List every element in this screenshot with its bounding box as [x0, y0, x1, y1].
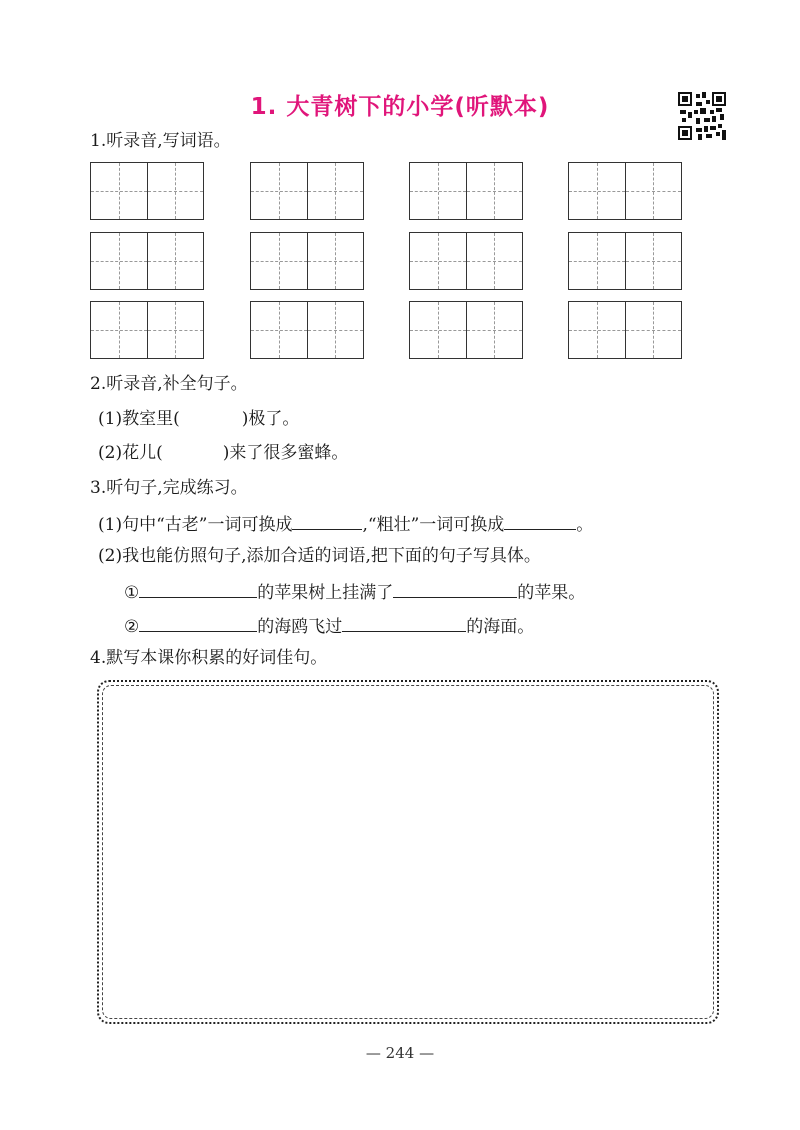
- synonym-prompt-2: ,“粗壮”一词可换成: [362, 515, 505, 535]
- sentence-1-end: )极了。: [241, 409, 300, 429]
- item-2-text-1: 的海鸥飞过: [257, 617, 343, 637]
- word-box[interactable]: [250, 162, 364, 220]
- item-2-blank-2[interactable]: [342, 613, 466, 632]
- word-box[interactable]: [250, 301, 364, 359]
- item-1-text-1: 的苹果树上挂满了: [257, 583, 394, 603]
- word-box[interactable]: [409, 232, 523, 290]
- sentence-2: [98, 442, 348, 464]
- qr-code-icon: [678, 92, 726, 140]
- imitate-instruction: (2)我也能仿照句子,添加合适的词语,把下面的句子写具体。: [98, 546, 541, 566]
- page-number: — 244 —: [365, 1044, 435, 1062]
- synonym-prompt-1: (1)句中“古老”一词可换成: [98, 515, 293, 535]
- writing-box-border: [102, 685, 714, 1019]
- word-box[interactable]: [409, 301, 523, 359]
- word-grid-row-2: [90, 232, 690, 290]
- word-box[interactable]: [568, 162, 682, 220]
- item-2-blank-1[interactable]: [139, 613, 257, 632]
- word-box[interactable]: [568, 301, 682, 359]
- word-box[interactable]: [250, 232, 364, 290]
- writing-box[interactable]: [97, 680, 719, 1024]
- synonym-blank-2[interactable]: [504, 511, 576, 530]
- sentence-1-start: (1)教室里(: [98, 409, 180, 429]
- item-1-blank-2[interactable]: [393, 579, 517, 598]
- imitate-item-2: [124, 613, 534, 638]
- synonym-end: 。: [576, 515, 594, 535]
- word-box[interactable]: [568, 232, 682, 290]
- synonym-blank-1[interactable]: [292, 511, 362, 530]
- sentence-2-start: (2)花儿(: [98, 443, 163, 463]
- imitate-item-1: [124, 579, 585, 604]
- sentence-1: [98, 408, 299, 430]
- item-2-text-2: 的海面。: [466, 617, 535, 637]
- word-grid-row-3: [90, 301, 690, 359]
- item-1-text-2: 的苹果。: [517, 583, 586, 603]
- question-4-label: 4.默写本课你积累的好词佳句。: [90, 648, 328, 668]
- word-grid-row-1: [90, 162, 690, 220]
- word-box[interactable]: [409, 162, 523, 220]
- page-title: 1. 大青树下的小学(听默本): [250, 94, 550, 120]
- question-1-label: 1.听录音,写词语。: [90, 131, 231, 151]
- word-box[interactable]: [90, 232, 204, 290]
- question-3-label: 3.听句子,完成练习。: [90, 478, 248, 498]
- item-1-blank-1[interactable]: [139, 579, 257, 598]
- word-box[interactable]: [90, 301, 204, 359]
- item-2-mark: ②: [124, 617, 140, 637]
- item-1-mark: ①: [124, 583, 140, 603]
- word-box[interactable]: [90, 162, 204, 220]
- synonym-question: [98, 511, 593, 536]
- sentence-2-end: )来了很多蜜蜂。: [222, 443, 349, 463]
- question-2-label: 2.听录音,补全句子。: [90, 374, 248, 394]
